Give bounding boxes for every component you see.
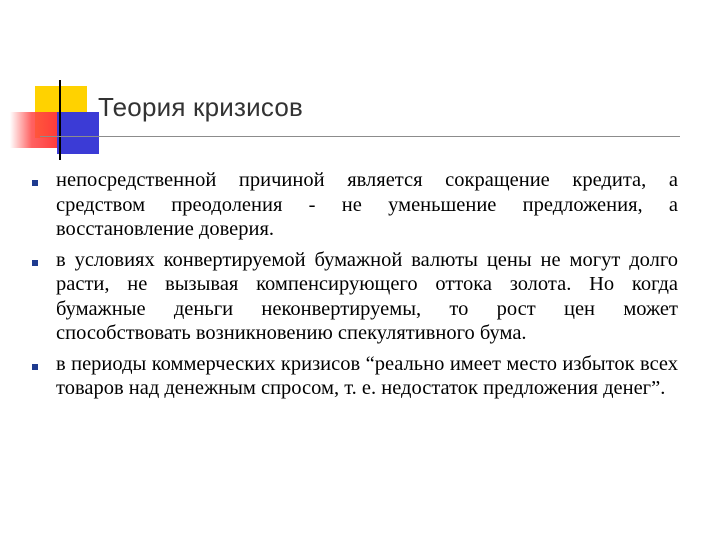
blue-square xyxy=(57,112,99,154)
decorative-logo-blocks xyxy=(0,0,110,170)
slide-title: Теория кризисов xyxy=(98,92,303,122)
title-underline xyxy=(40,136,680,137)
bullet-text: в периоды коммерческих кризисов “реально имеет место избыток всех товаров над денежным спросом, т. е. недостаток предложения денег”. xyxy=(56,352,678,399)
vertical-rule xyxy=(59,80,61,160)
square-bullet-icon xyxy=(32,260,38,266)
list-item xyxy=(26,168,678,242)
bullet-text: непосредственной причиной является сокращение кредита, а средством преодоления - не уменьшение предложения, а восстановление доверия. xyxy=(56,169,678,240)
square-bullet-icon xyxy=(32,364,38,370)
list-item xyxy=(26,248,678,346)
list-item xyxy=(26,352,678,401)
bullet-list xyxy=(26,168,678,407)
square-bullet-icon xyxy=(32,180,38,186)
bullet-text: в условиях конвертируемой бумажной валюты цены не могут долго расти, не вызывая компенсирующего оттока золота. Но когда бумажные деньги неконвертируемы, то рост цен может способствовать возникновению спекулятивного бума. xyxy=(56,248,678,344)
red-gradient-block xyxy=(10,112,58,148)
